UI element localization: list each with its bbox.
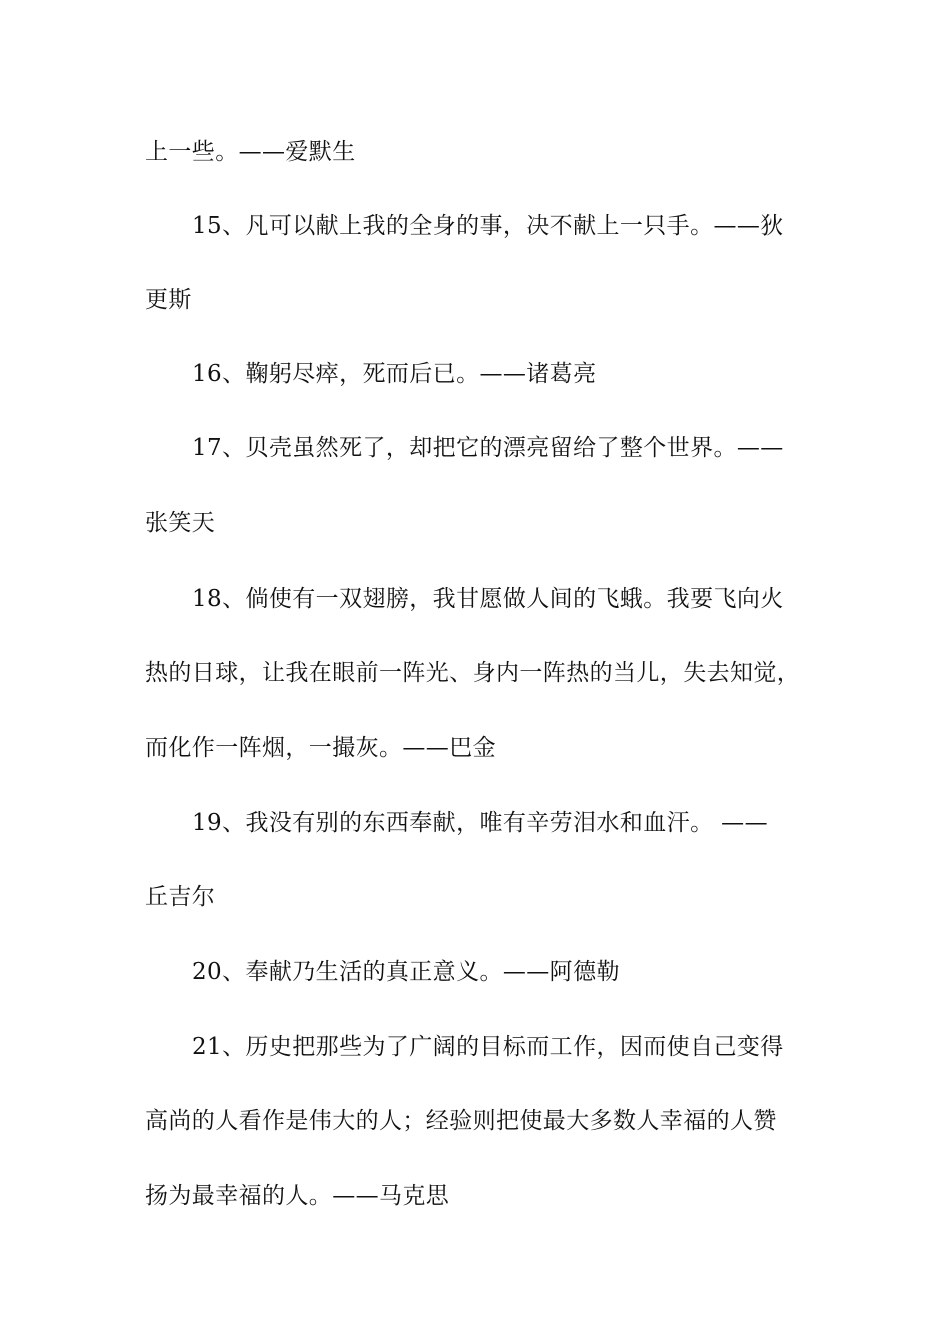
quote-21-line-3: 扬为最幸福的人。——马克思 — [145, 1183, 450, 1209]
quote-20: 20、奉献乃生活的真正意义。——阿德勒 — [192, 959, 620, 985]
quote-17-line-2: 张笑天 — [145, 510, 216, 536]
quote-18-line-3: 而化作一阵烟，一撮灰。——巴金 — [145, 735, 496, 761]
text-line-continuation: 上一些。——爱默生 — [145, 139, 356, 165]
quote-17-line-1: 17、贝壳虽然死了，却把它的漂亮留给了整个世界。—— — [192, 435, 784, 461]
quote-19-line-1: 19、我没有别的东西奉献，唯有辛劳泪水和血汗。 —— — [192, 810, 768, 836]
quote-21-line-1: 21、历史把那些为了广阔的目标而工作，因而使自己变得 — [192, 1034, 784, 1060]
quote-21-line-2: 高尚的人看作是伟大的人；经验则把使最大多数人幸福的人赞 — [145, 1108, 777, 1134]
quote-18-line-1: 18、倘使有一双翅膀，我甘愿做人间的飞蛾。我要飞向火 — [192, 586, 784, 612]
quote-16: 16、鞠躬尽瘁，死而后已。——诸葛亮 — [192, 361, 597, 387]
quote-15-line-1: 15、凡可以献上我的全身的事，决不献上一只手。——狄 — [192, 213, 784, 239]
quote-19-line-2: 丘吉尔 — [145, 884, 216, 910]
quote-18-line-2: 热的日球，让我在眼前一阵光、身内一阵热的当儿，失去知觉， — [145, 660, 801, 686]
quote-15-line-2: 更斯 — [145, 287, 192, 313]
